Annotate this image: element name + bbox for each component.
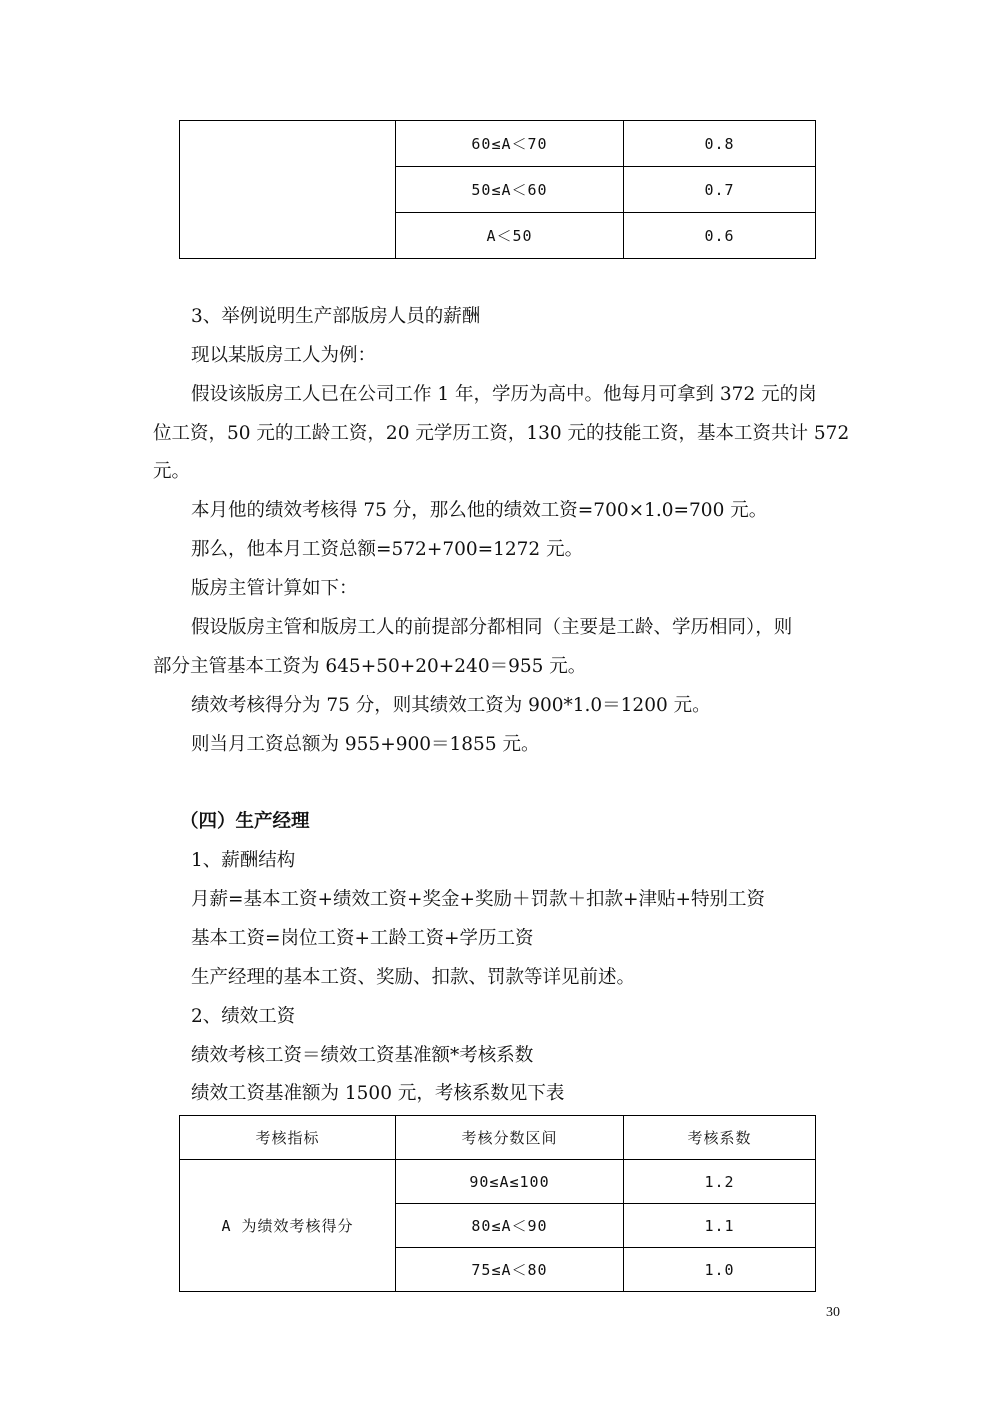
- coefficient-table: [179, 1115, 816, 1292]
- paragraph: 元。: [153, 461, 191, 482]
- table-cell-coef: 1.2: [624, 1160, 816, 1204]
- paragraph: 生产经理的基本工资、奖励、扣款、罚款等详见前述。: [191, 967, 636, 988]
- table-cell-range: 90≤A≤100: [396, 1160, 624, 1204]
- paragraph: 假设版房主管和版房工人的前提部分都相同（主要是工龄、学历相同），则: [191, 617, 793, 638]
- table-header-cell: 考核系数: [624, 1116, 816, 1160]
- paragraph: 绩效考核工资＝绩效工资基准额*考核系数: [191, 1045, 534, 1066]
- table-cell-range: A＜50: [396, 213, 624, 259]
- table-cell-coef: 0.6: [624, 213, 816, 259]
- table-cell-coef: 1.1: [624, 1204, 816, 1248]
- table-cell-range: 50≤A＜60: [396, 167, 624, 213]
- table-cell-coef: 0.8: [624, 121, 816, 167]
- table-cell-indicator: A 为绩效考核得分: [180, 1160, 396, 1292]
- paragraph: 月薪=基本工资+绩效工资+奖金+奖励＋罚款＋扣款+津贴+特别工资: [191, 889, 766, 910]
- paragraph: 现以某版房工人为例：: [191, 345, 377, 366]
- sub-heading: 2、绩效工资: [191, 1006, 296, 1027]
- table-header-cell: 考核分数区间: [396, 1116, 624, 1160]
- table-cell-empty: [180, 121, 396, 259]
- paragraph: 绩效考核得分为 75 分，则其绩效工资为 900*1.0＝1200 元。: [191, 695, 711, 716]
- coefficient-table-continued: [179, 120, 816, 259]
- page-number: 30: [826, 1305, 840, 1320]
- table-cell-range: 60≤A＜70: [396, 121, 624, 167]
- table-cell-coef: 0.7: [624, 167, 816, 213]
- table-cell-coef: 1.0: [624, 1248, 816, 1292]
- table-cell-range: 80≤A＜90: [396, 1204, 624, 1248]
- table-header-row: [180, 1116, 816, 1160]
- paragraph: 则当月工资总额为 955+900＝1855 元。: [191, 734, 540, 755]
- table-header-cell: 考核指标: [180, 1116, 396, 1160]
- paragraph: 那么，他本月工资总额=572+700=1272 元。: [191, 539, 584, 560]
- paragraph: 版房主管计算如下：: [191, 578, 358, 599]
- paragraph: 绩效工资基准额为 1500 元，考核系数见下表: [191, 1083, 565, 1104]
- paragraph: 基本工资=岗位工资+工龄工资+学历工资: [191, 928, 534, 949]
- sub-heading: 1、薪酬结构: [191, 850, 296, 871]
- paragraph: 位工资，50 元的工龄工资，20 元学历工资，130 元的技能工资，基本工资共计 572: [153, 423, 850, 444]
- paragraph: 本月他的绩效考核得 75 分，那么他的绩效工资=700×1.0=700 元。: [191, 500, 768, 521]
- section-heading: （四）生产经理: [180, 811, 310, 832]
- paragraph: 部分主管基本工资为 645+50+20+240＝955 元。: [153, 656, 587, 677]
- section-heading: 3、举例说明生产部版房人员的薪酬: [191, 306, 481, 327]
- paragraph: 假设该版房工人已在公司工作 1 年，学历为高中。他每月可拿到 372 元的岗: [191, 384, 817, 405]
- table-row: [180, 1160, 816, 1204]
- table-row: [180, 121, 816, 167]
- table-cell-range: 75≤A＜80: [396, 1248, 624, 1292]
